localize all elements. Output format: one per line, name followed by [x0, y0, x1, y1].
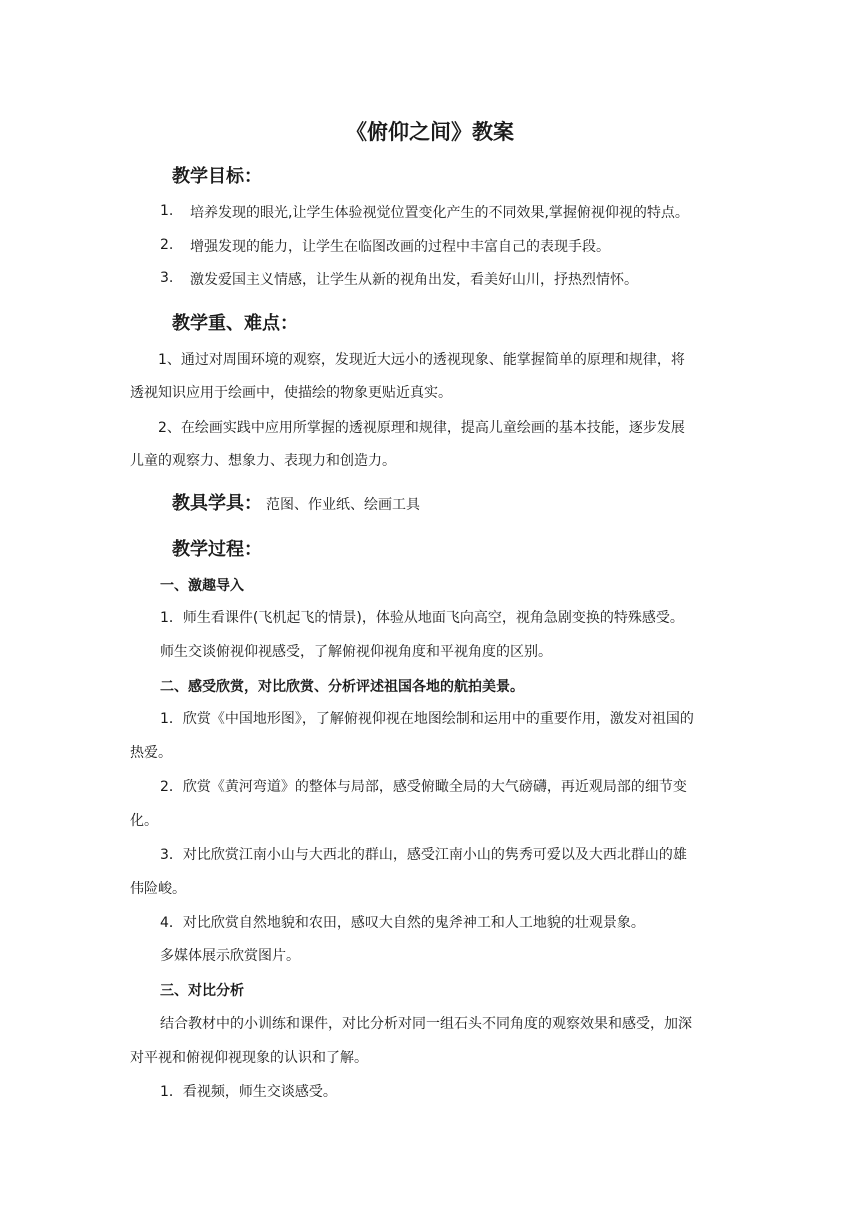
section-3-paragraph-2: 1．看视频，师生交谈感受。	[160, 1084, 337, 1100]
section-2-paragraph-3-line-2: 伟险峻。	[130, 881, 186, 897]
key-point-2-line-1: 2、在绘画实践中应用所掌握的透视原理和规律，提高儿童绘画的基本技能，逐步发展	[158, 420, 685, 436]
section-2-title: 二、感受欣赏，对比欣赏、分析评述祖国各地的航拍美景。	[160, 679, 524, 695]
section-1-paragraph-1: 1．师生看课件(飞机起飞的情景)，体验从地面飞向高空，视角急剧变换的特殊感受。	[160, 610, 684, 626]
key-points-heading: 教学重、难点：	[172, 313, 298, 334]
goal-item-2-number: 2.	[160, 237, 174, 253]
section-2-paragraph-3-line-1: 3．对比欣赏江南小山与大西北的群山，感受江南小山的隽秀可爱以及大西北群山的雄	[160, 847, 687, 863]
tools-heading-label: 教具学具：	[172, 493, 262, 514]
section-2-paragraph-2-line-2: 化。	[130, 813, 158, 829]
goal-item-1-number: 1.	[160, 203, 174, 219]
section-3-paragraph-1-line-2: 对平视和俯视仰视现象的认识和了解。	[130, 1050, 368, 1066]
section-3-paragraph-1-line-1: 结合教材中的小训练和课件，对比分析对同一组石头不同角度的观察效果和感受，加深	[160, 1016, 692, 1032]
section-1-paragraph-2: 师生交谈俯视仰视感受，了解俯视仰视角度和平视角度的区别。	[160, 644, 552, 660]
tools-text: 范图、作业纸、绘画工具	[266, 497, 420, 513]
section-2-paragraph-5: 多媒体展示欣赏图片。	[160, 948, 300, 964]
process-heading: 教学过程：	[172, 539, 262, 560]
section-2-paragraph-4: 4．对比欣赏自然地貌和农田，感叹大自然的鬼斧神工和人工地貌的壮观景象。	[160, 915, 645, 931]
tools-heading	[172, 489, 420, 515]
goal-item-3-number: 3.	[160, 270, 174, 286]
goal-item-1-text: 培养发现的眼光,让学生体验视觉位置变化产生的不同效果,掌握俯视仰视的特点。	[190, 205, 689, 221]
goal-item-3-text: 激发爱国主义情感，让学生从新的视角出发，看美好山川，抒热烈情怀。	[190, 272, 638, 288]
goal-item-2-text: 增强发现的能力，让学生在临图改画的过程中丰富自己的表现手段。	[190, 239, 610, 255]
section-3-title: 三、对比分析	[160, 983, 244, 999]
goals-heading: 教学目标：	[172, 166, 262, 187]
section-2-paragraph-2-line-1: 2．欣赏《黄河弯道》的整体与局部，感受俯瞰全局的大气磅礴，再近观局部的细节变	[160, 779, 687, 795]
key-point-1-line-2: 透视知识应用于绘画中，使描绘的物象更贴近真实。	[130, 385, 452, 401]
section-2-paragraph-1-line-1: 1．欣赏《中国地形图》，了解俯视仰视在地图绘制和运用中的重要作用，激发对祖国的	[160, 711, 694, 727]
section-2-paragraph-1-line-2: 热爱。	[130, 745, 172, 761]
key-point-2-line-2: 儿童的观察力、想象力、表现力和创造力。	[130, 453, 396, 469]
document-title: 《俯仰之间》教案	[346, 120, 514, 144]
section-1-title: 一、激趣导入	[160, 578, 244, 594]
key-point-1-line-1: 1、通过对周围环境的观察，发现近大远小的透视现象、能掌握简单的原理和规律，将	[158, 352, 685, 368]
